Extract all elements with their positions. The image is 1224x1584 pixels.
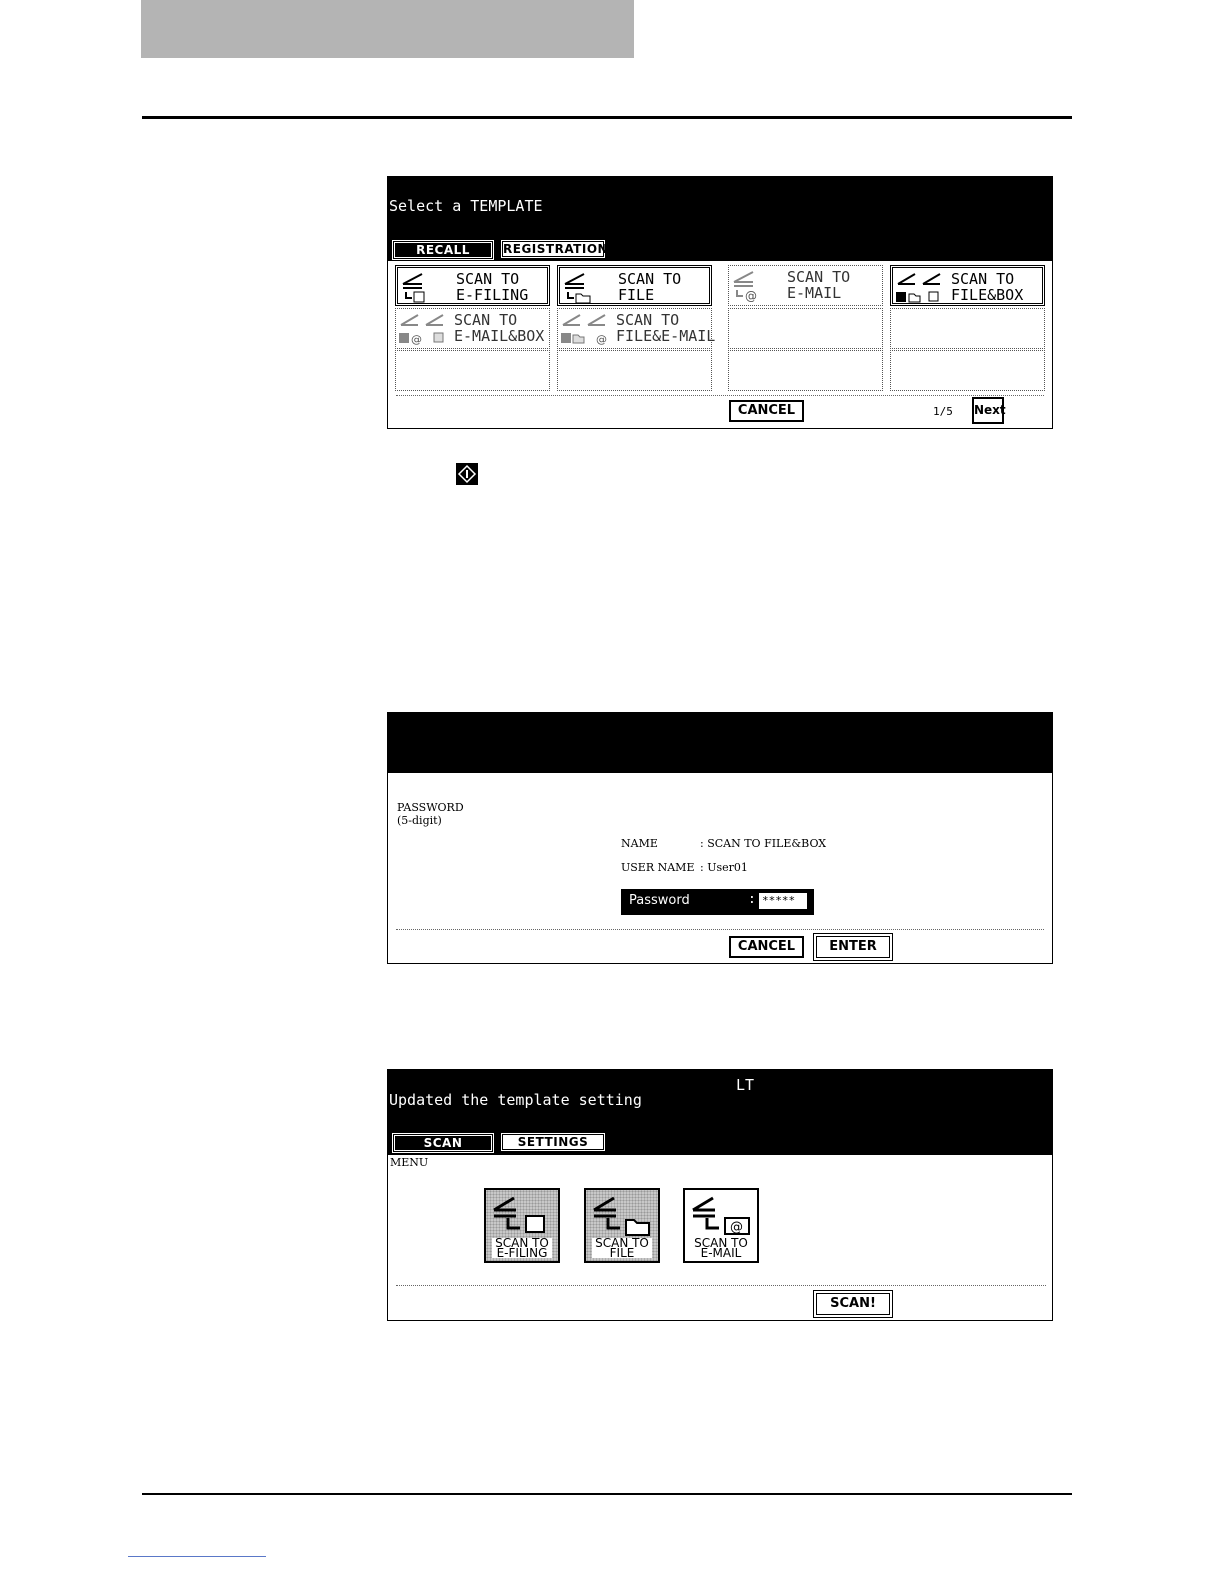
svg-text:@: @ <box>730 1220 743 1235</box>
paper-size: LT <box>736 1076 755 1094</box>
page-indicator: 1/5 <box>933 405 953 418</box>
password-field[interactable] <box>621 889 814 915</box>
password-entry-screen <box>387 712 1053 964</box>
template-button-empty[interactable] <box>890 350 1045 391</box>
name-value: : SCAN TO FILE&BOX <box>700 837 827 850</box>
template-label: SCAN TO FILE&E-MAIL <box>616 311 716 345</box>
template-label: SCAN TO E-FILING <box>456 270 529 304</box>
template-button-empty[interactable] <box>395 350 550 391</box>
footer-link-underline <box>128 1556 266 1557</box>
template-label: SCAN TO E-MAIL&BOX <box>454 311 545 345</box>
message-bar <box>388 713 1052 773</box>
button-caption: SCAN TO FILE <box>592 1238 652 1258</box>
scan-menu-screen <box>387 1069 1053 1321</box>
scan-to-email-button[interactable] <box>683 1188 759 1263</box>
template-button-empty[interactable] <box>557 350 712 391</box>
template-button-empty[interactable] <box>728 308 883 349</box>
password-hint: (5-digit) <box>397 814 442 827</box>
template-button-scan-to-file[interactable] <box>557 265 712 306</box>
screen-message: Select a TEMPLATE <box>389 197 543 215</box>
scan-to-file-icon <box>562 270 612 304</box>
template-button-empty[interactable] <box>890 308 1045 349</box>
svg-text:@: @ <box>596 333 607 345</box>
template-label: SCAN TO E-MAIL <box>787 268 851 302</box>
user-name-value: : User01 <box>700 861 748 874</box>
template-button-empty[interactable] <box>728 350 883 391</box>
password-colon: : <box>748 892 756 907</box>
password-field-label: Password <box>629 893 690 908</box>
efiling-box-icon <box>486 1190 558 1238</box>
svg-text:@: @ <box>745 289 757 302</box>
scan-to-file-button[interactable] <box>584 1188 660 1263</box>
scan-to-file-box-icon <box>895 270 955 304</box>
template-button-scan-to-file-email[interactable] <box>557 308 716 349</box>
tab-recall[interactable]: RECALL <box>392 240 494 260</box>
folder-icon <box>586 1190 658 1238</box>
template-select-screen <box>387 176 1053 429</box>
scan-to-email-icon <box>731 268 781 302</box>
template-button-scan-to-email[interactable] <box>728 265 883 306</box>
scan-to-email-box-icon <box>398 311 458 345</box>
template-button-scan-to-email-box[interactable] <box>395 308 550 349</box>
template-label: SCAN TO FILE <box>618 270 682 304</box>
divider <box>396 929 1044 930</box>
scan-to-efiling-button[interactable] <box>484 1188 560 1263</box>
button-caption: SCAN TO E-FILING <box>492 1238 552 1258</box>
cancel-button[interactable]: CANCEL <box>729 400 804 422</box>
header-rule <box>142 116 1072 119</box>
template-label: SCAN TO FILE&BOX <box>951 270 1024 304</box>
template-button-scan-to-efiling[interactable] <box>395 265 550 306</box>
scan-to-file-email-icon <box>560 311 620 345</box>
template-button-scan-to-file-box[interactable] <box>890 265 1045 306</box>
tab-settings[interactable]: SETTINGS <box>500 1132 606 1152</box>
menu-label: MENU <box>390 1156 429 1169</box>
scan-start-button[interactable]: SCAN! <box>813 1290 893 1318</box>
password-input[interactable]: ***** <box>759 893 807 909</box>
screen-message: Updated the template setting <box>389 1091 642 1109</box>
chapter-header-bar <box>141 0 634 58</box>
password-label: PASSWORD <box>397 801 464 814</box>
enter-button[interactable]: ENTER <box>813 933 893 961</box>
cancel-button[interactable]: CANCEL <box>729 936 804 958</box>
name-label: NAME <box>621 837 658 850</box>
divider <box>396 1285 1046 1286</box>
divider <box>396 395 1044 396</box>
svg-text:@: @ <box>411 333 422 345</box>
next-button[interactable]: Next <box>972 397 1004 424</box>
tab-registration[interactable]: REGISTRATION <box>500 239 606 259</box>
footer-rule <box>142 1493 1072 1495</box>
button-caption: SCAN TO E-MAIL <box>691 1238 751 1258</box>
tab-scan[interactable]: SCAN <box>392 1133 494 1153</box>
user-name-label: USER NAME <box>621 861 695 874</box>
start-key-icon <box>456 463 478 485</box>
scan-to-efiling-icon <box>400 270 450 304</box>
email-icon <box>685 1190 757 1238</box>
